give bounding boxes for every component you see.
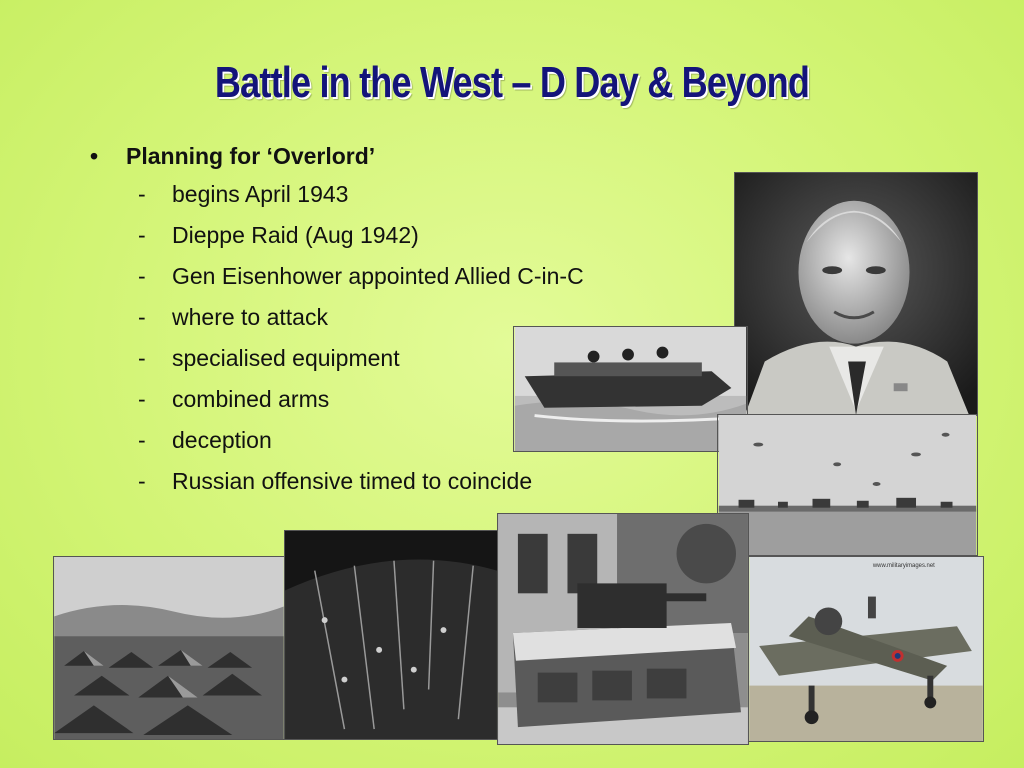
typhoon-aircraft-image bbox=[749, 557, 983, 741]
list-item: - where to attack bbox=[138, 304, 328, 330]
aerial-convoy-image bbox=[285, 531, 497, 739]
list-item: - combined arms bbox=[138, 386, 330, 412]
list-item: - Dieppe Raid (Aug 1942) bbox=[138, 222, 419, 248]
main-bullet-text: Planning for ‘Overlord’ bbox=[126, 143, 376, 169]
watermark-text: www.militaryimages.net bbox=[872, 562, 935, 569]
aerial-convoy-photo bbox=[284, 530, 498, 740]
eisenhower-portrait-image bbox=[735, 173, 977, 415]
typhoon-aircraft-photo bbox=[748, 556, 984, 742]
tent-camp-image bbox=[54, 557, 284, 739]
invasion-fleet-photo bbox=[717, 414, 978, 556]
bullet-marker: • bbox=[90, 143, 99, 169]
list-item: - specialised equipment bbox=[138, 345, 400, 371]
list-item: - begins April 1943 bbox=[138, 181, 349, 207]
main-bullet bbox=[90, 143, 710, 170]
amphibious-tank-image bbox=[498, 514, 748, 744]
list-item: - deception bbox=[138, 427, 272, 453]
list-item: - Gen Eisenhower appointed Allied C-in-C bbox=[138, 263, 584, 289]
eisenhower-portrait-photo bbox=[734, 172, 978, 416]
invasion-fleet-image bbox=[718, 415, 977, 555]
list-item: - Russian offensive timed to coincide bbox=[138, 468, 533, 494]
amphibious-tank-photo bbox=[497, 513, 749, 745]
amphibious-vehicle-photo bbox=[513, 326, 748, 452]
amphibious-vehicle-image bbox=[514, 327, 747, 451]
tent-camp-photo bbox=[53, 556, 285, 740]
slide-title: Battle in the West – D Day & Beyond bbox=[214, 58, 810, 107]
